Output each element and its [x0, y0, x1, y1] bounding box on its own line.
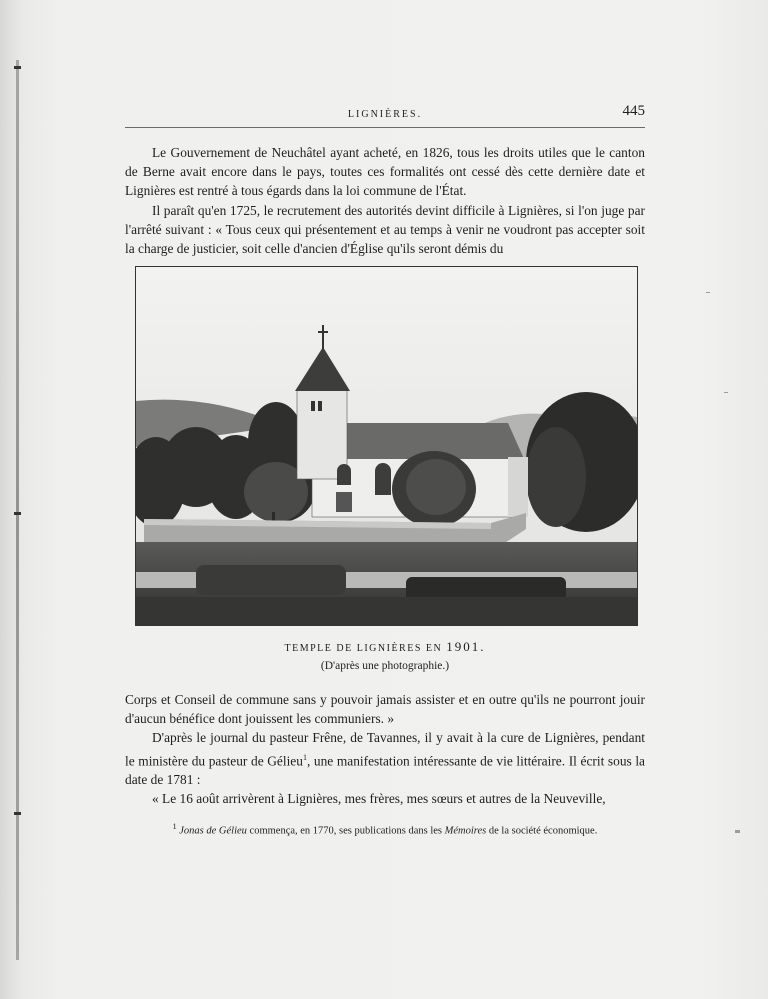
paragraph: « Le 16 août arrivèrent à Lignières, mes frères, mes sœurs et autres de la Neuveville,	[152, 791, 606, 807]
header-rule	[125, 127, 645, 128]
footnote-number: 1	[172, 822, 177, 831]
footnote-reference: 1	[302, 752, 307, 762]
binding-mark	[14, 512, 21, 515]
caption-text: TEMPLE DE LIGNIÈRES EN	[284, 643, 443, 654]
paper-speck	[706, 292, 710, 293]
caption-year: 1901.	[446, 639, 486, 654]
footnote-text: de la société économique.	[486, 825, 598, 837]
paragraph: Le Gouvernement de Neuchâtel ayant acheté, en 1826, tous les droits utiles que le canton de Berne avait encore dans le pays, toutes ces formalités ont cessé dès cette dernière date et Lignières est rentré à tous égards dans la loi commune de l'État.	[125, 145, 645, 199]
paragraph	[125, 728, 645, 789]
text-block-top	[125, 143, 645, 258]
footnote-name: Jonas de Gélieu	[179, 825, 247, 837]
paper-speck	[724, 392, 728, 393]
running-title: LIGNIÈRES.	[347, 109, 423, 120]
figure-caption	[125, 639, 645, 655]
paragraph-text: D'après le journal du pasteur Frêne, de Tavannes, il y avait à la cure de Lignières, pendant le ministère du pasteur de Gélieu	[125, 730, 645, 769]
footnote	[125, 822, 645, 837]
paper-speck	[735, 830, 740, 833]
footnote-text: commença, en 1770, ses publications dans les	[246, 825, 445, 837]
footnote-work: Mémoires	[444, 825, 487, 837]
photo-credit: (D'après une photographie.)	[320, 660, 450, 672]
text-block-bottom	[125, 690, 645, 809]
paragraph: Il paraît qu'en 1725, le recrutement des autorités devint difficile à Lignières, si l'on juge par l'arrêté suivant : « Tous ceux qui présentement et au temps à venir ne voudront pas accepter soit la charge de justicier, soit celle d'ancien d'Église qu'ils seront démis du	[125, 202, 645, 257]
page-binding-edge	[16, 60, 19, 960]
church-photograph	[135, 266, 638, 626]
binding-mark	[14, 812, 21, 815]
binding-mark	[14, 66, 21, 69]
paragraph-text: , une manifestation intéressante de vie littéraire. Il écrit sous la date de 1781 :	[125, 753, 645, 788]
paragraph-continuation: Corps et Conseil de commune sans y pouvoir jamais assister et en outre qu'ils ne pourront jouir d'aucun bénéfice dont jouissent les communiers. »	[125, 692, 645, 727]
page-header	[125, 103, 645, 125]
page-number: 445	[622, 103, 645, 119]
